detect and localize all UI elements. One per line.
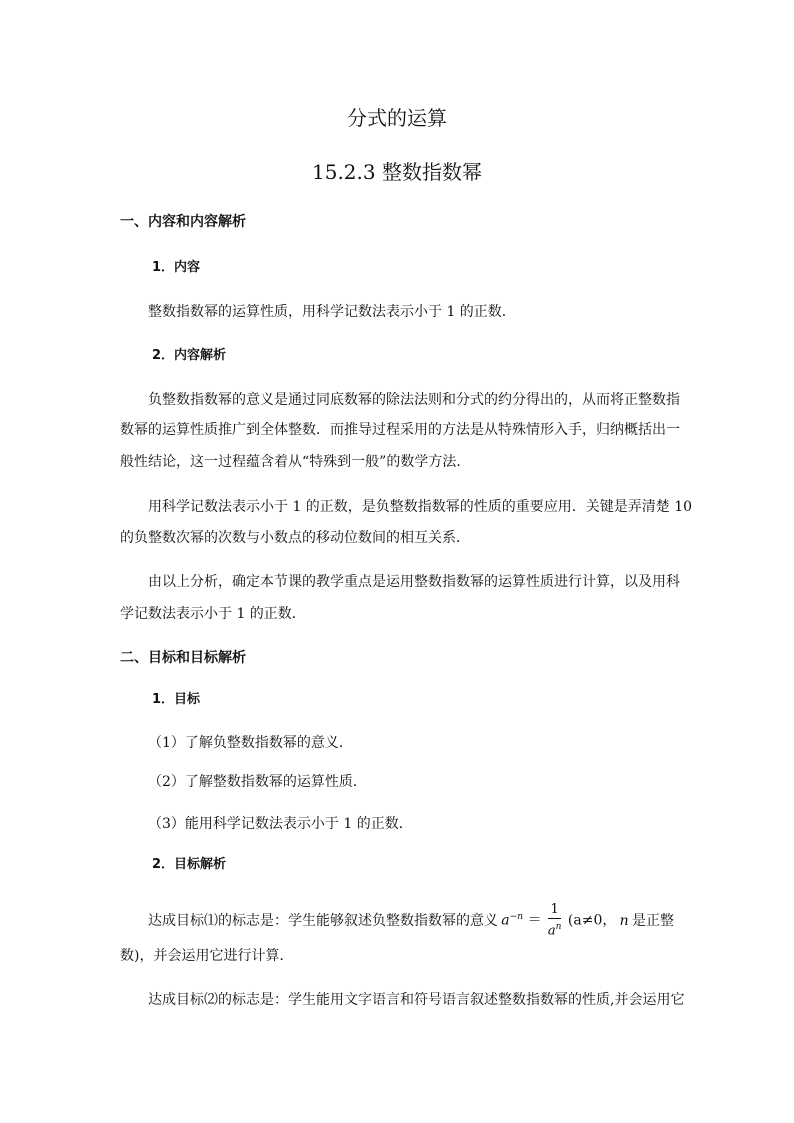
subheading-content: 1．内容 (152, 260, 201, 275)
analysis-paragraph-line-3: 般性结论，这一过程蕴含着从“特殊到一般”的数学方法． (120, 454, 471, 470)
analysis-paragraph2-line-2: 的负整数次幂的次数与小数点的移动位数间的相互关系． (120, 530, 470, 546)
subheading-goals: 1．目标 (152, 692, 201, 707)
analysis-paragraph2-line-1: 用科学记数法表示小于 1 的正数，是负整数指数幂的性质的重要应用．关键是弄清楚 10 (148, 499, 693, 515)
goal-analysis-line-1 (148, 902, 674, 939)
goal-item-3: （3）能用科学记数法表示小于 1 的正数． (148, 816, 413, 832)
goal-analysis-n: n (619, 912, 629, 929)
document-title: 分式的运算 (347, 106, 447, 130)
content-paragraph: 整数指数幂的运算性质，用科学记数法表示小于 1 的正数． (148, 304, 516, 320)
section-subtitle: 15.2.3 整数指数幂 (312, 160, 482, 184)
formula-condition: (a≠0， (567, 912, 617, 929)
analysis-paragraph3-line-1: 由以上分析，确定本节课的教学重点是运用整数指数幂的运算性质进行计算，以及用科 (148, 574, 680, 590)
subheading-goals-analysis: 2．目标解析 (152, 857, 227, 872)
goal-item-1: （1）了解负整数指数幂的意义． (148, 735, 353, 751)
formula-fraction (548, 902, 562, 939)
analysis-paragraph-line-1: 负整数指数幂的意义是通过同底数幂的除法法则和分式的约分得出的，从而将正整数指 (148, 392, 680, 408)
analysis-paragraph-line-2: 数幂的运算性质推广到全体整数．而推导过程采用的方法是从特殊情形入手，归纳概括出一 (120, 422, 680, 438)
heading-content-analysis: 一、内容和内容解析 (120, 214, 246, 230)
fraction-denominator (548, 919, 562, 939)
fraction-numerator: 1 (548, 902, 562, 919)
heading-goals-analysis: 二、目标和目标解析 (120, 650, 246, 666)
goal-analysis2-line-1: 达成目标⑵的标志是：学生能用文字语言和符号语言叙述整数指数幂的性质,并会运用它 (148, 992, 685, 1008)
denominator-base: a (547, 923, 556, 939)
goal-analysis-line-2: 数)，并会运用它进行计算． (120, 948, 294, 964)
formula-equals: ＝ (527, 912, 542, 929)
denominator-exponent: n (555, 922, 562, 932)
subheading-content-analysis: 2．内容解析 (152, 348, 227, 363)
goal-item-2: （2）了解整数指数幂的运算性质． (148, 774, 367, 790)
negative-exponent-formula (501, 902, 616, 939)
formula-base: a (501, 912, 510, 929)
goal-analysis-text: 达成目标⑴的标志是：学生能够叙述负整数指数幂的意义 (148, 912, 498, 929)
goal-analysis-tail: 是正整 (632, 912, 674, 929)
analysis-paragraph3-line-2: 学记数法表示小于 1 的正数． (120, 606, 306, 622)
formula-exponent: −n (509, 912, 523, 923)
